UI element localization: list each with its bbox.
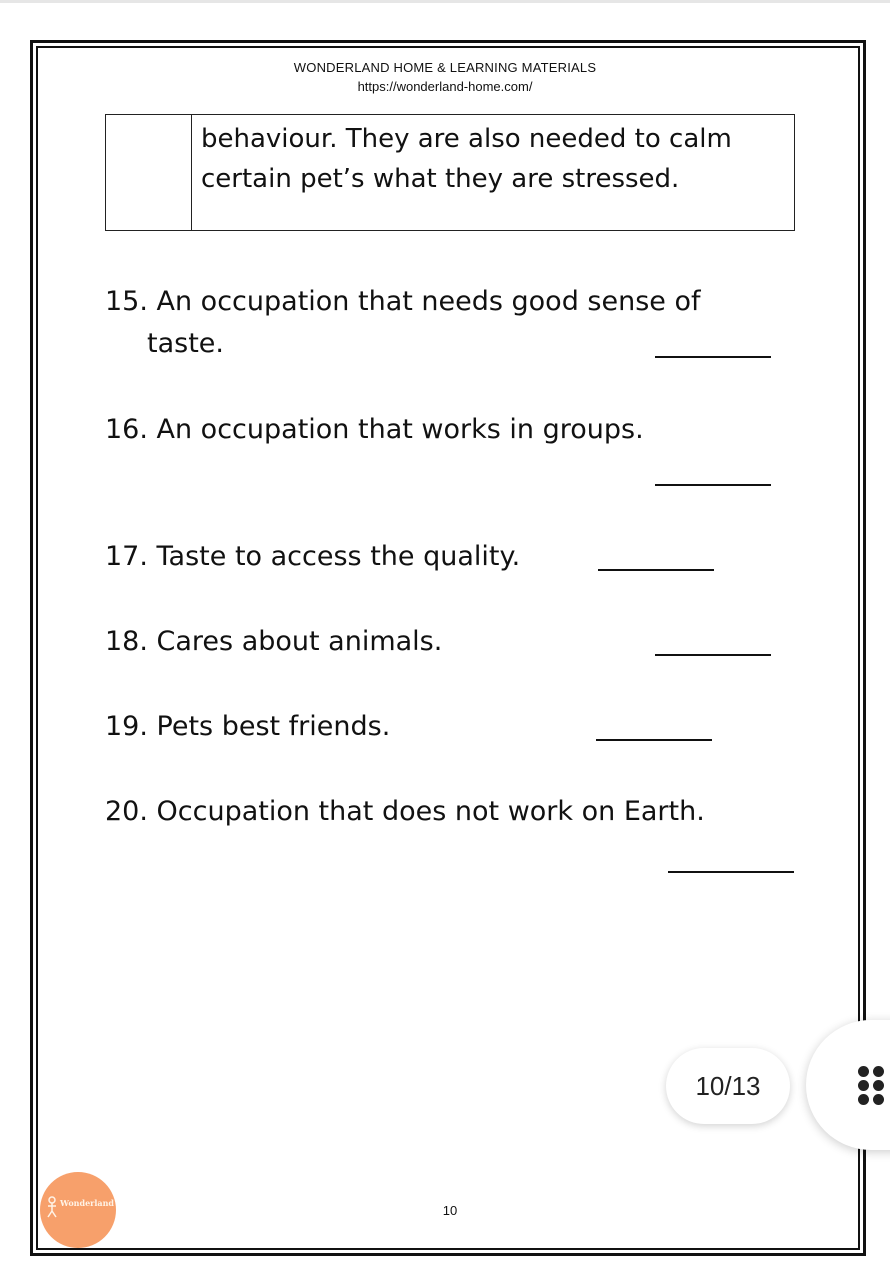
question-20: 20. Occupation that does not work on Earth. bbox=[105, 796, 705, 827]
answer-blank-15[interactable] bbox=[655, 356, 771, 358]
answer-blank-20[interactable] bbox=[668, 871, 794, 873]
table-text-line-2: certain pet’s what they are stressed. bbox=[201, 164, 680, 194]
table-cell-empty bbox=[106, 115, 192, 230]
page-counter-text: 10/13 bbox=[695, 1070, 761, 1101]
logo-figure-icon bbox=[45, 1196, 59, 1218]
table-cell-text bbox=[201, 119, 781, 199]
answer-blank-17[interactable] bbox=[598, 569, 714, 571]
logo-text: Wonderland bbox=[60, 1198, 115, 1208]
question-16: 16. An occupation that works in groups. bbox=[105, 414, 644, 445]
header-title: WONDERLAND HOME & LEARNING MATERIALS bbox=[293, 60, 597, 75]
answer-table-fragment bbox=[105, 114, 795, 231]
dots-grid-icon[interactable] bbox=[858, 1066, 884, 1106]
table-text-line-1: behaviour. They are also needed to calm bbox=[201, 124, 732, 154]
answer-blank-19[interactable] bbox=[596, 739, 712, 741]
page-counter-badge[interactable] bbox=[666, 1048, 790, 1124]
viewer-top-edge bbox=[0, 0, 890, 3]
question-18: 18. Cares about animals. bbox=[105, 626, 443, 657]
answer-blank-18[interactable] bbox=[655, 654, 771, 656]
question-19: 19. Pets best friends. bbox=[105, 711, 391, 742]
question-15-line-2: taste. bbox=[147, 328, 224, 359]
header-url: https://wonderland-home.com/ bbox=[357, 79, 533, 94]
answer-blank-16[interactable] bbox=[655, 484, 771, 486]
question-15-line-1: 15. An occupation that needs good sense of bbox=[105, 286, 701, 317]
question-17: 17. Taste to access the quality. bbox=[105, 541, 521, 572]
page-number: 10 bbox=[442, 1203, 458, 1218]
